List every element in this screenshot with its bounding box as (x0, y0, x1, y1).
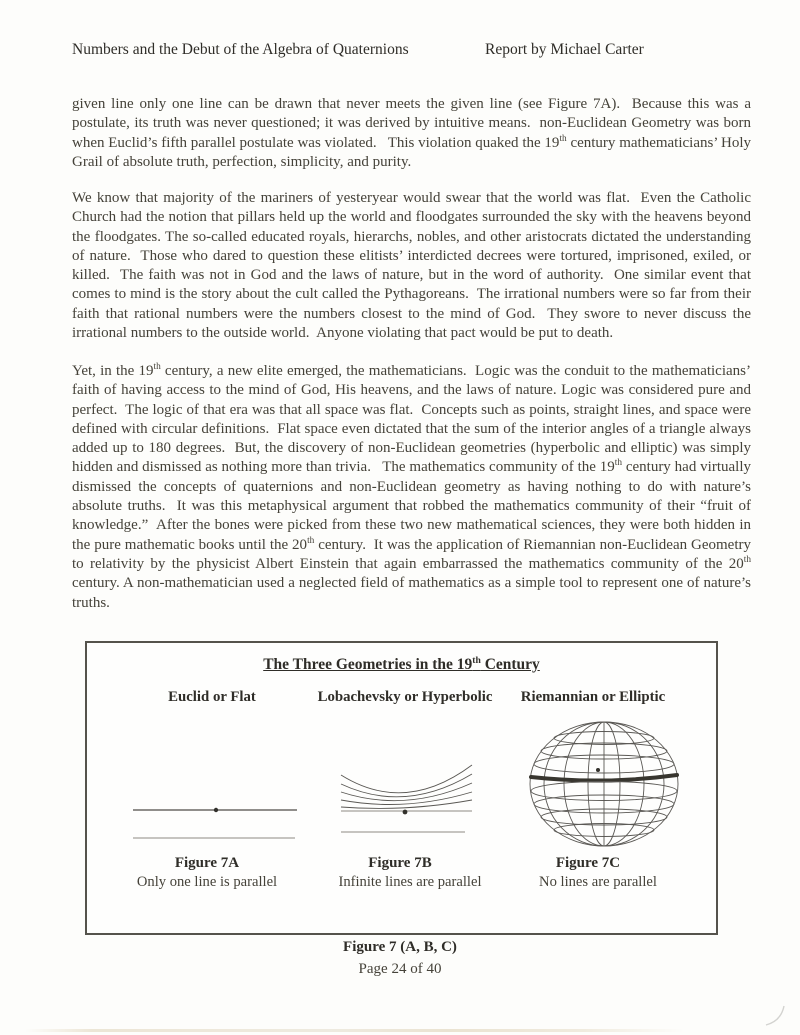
figure-7c-label: Figure 7C (555, 855, 621, 871)
figure-group-caption: Figure 7 (A, B, C) (343, 939, 457, 955)
figure-panel-title: The Three Geometries in the 19th Century (263, 654, 540, 673)
figure-7c-caption: No lines are parallel (539, 874, 657, 890)
flat-geometry-diagram (129, 801, 299, 846)
scan-artifact-line (25, 1029, 705, 1032)
body-paragraph-3: Yet, in the 19th century, a new elite emerged, the mathematicians. Logic was the conduit to the mathematicians’ faith of having access to the mind of God, His heavens, and the laws of nature. Logic was considered pure and perfect. The logic of that era was that all space was flat. Concepts such as points, straight lines, and space were defined with circular definitions. Flat space even dictated that the sum of the interior angles of a triangle always added up to 180 degrees. But, the discovery of non-Euclidean geometries (hyperbolic and elliptic) was simply hidden and dismissed as nothing more than trivia. The mathematics community of the 19th century had virtually dismissed the concepts of quaternions and non-Euclidean geometry as having nothing to do with nature’s absolute truths. It was this metaphysical argument that robbed the mathematics community of their “fruit of knowledge.” After the bones were picked from these two new mathematical sciences, they were both hidden in the pure mathematic books until the 20th century. It was the application of Riemannian non-Euclidean Geometry to relativity by the physicist Albert Einstein that again embarrassed the mathematics community of the 20th century. A non-mathematician used a neglected field of mathematics as a simple tool to represent one of nature’s truths. (72, 362, 755, 611)
page-curl-mark (758, 1004, 788, 1030)
geometry-heading-riemannian: Riemannian or Elliptic (520, 689, 666, 705)
document-title: Numbers and the Debut of the Algebra of Quaternions (72, 41, 409, 58)
figure-panel (85, 641, 718, 935)
report-byline: Report by Michael Carter (485, 41, 644, 58)
elliptic-geometry-diagram (527, 719, 682, 854)
page-number: Page 24 of 40 (358, 961, 442, 977)
figure-7a-label: Figure 7A (174, 855, 240, 871)
body-paragraph-1: given line only one line can be drawn that never meets the given line (see Figure 7A). Because this was a postulate, its truth was never questioned; it was derived by intuitive means. non-Euclidean Geometry was born when Euclid’s fifth parallel postulate was violated. This violation quaked the 19th century mathematicians’ Holy Grail of absolute truth, perfection, simplicity, and purity. (72, 96, 755, 170)
figure-7b-label: Figure 7B (368, 855, 432, 871)
body-paragraph-2: We know that majority of the mariners of yesteryear would swear that the world was flat. Even the Catholic Church had the notion that pillars held up the world and floodgates surrounded the sky with the heavens beyond the floodgates. The so-called educated royals, hierarchs, nobles, and other aristocrats dictated the understanding of nature. Those who dared to question these elitists’ interdicted decrees were tortured, imprisoned, exiled, or killed. The faith was not in God and the laws of nature, but in the word of authority. One similar event that comes to mind is the story about the cult called the Pythagoreans. The irrational numbers were so far from their faith that rational numbers were the numbers closest to the mind of God. They swore to never discuss the irrational numbers to the outside world. Anyone violating that pact would be put to death. (72, 190, 755, 342)
hyperbolic-geometry-diagram (335, 755, 480, 840)
geometry-heading-lobachevsky: Lobachevsky or Hyperbolic (317, 689, 493, 705)
figure-7a-caption: Only one line is parallel (136, 874, 278, 890)
geometry-heading-euclid: Euclid or Flat (168, 689, 256, 705)
figure-7b-caption: Infinite lines are parallel (338, 874, 482, 890)
